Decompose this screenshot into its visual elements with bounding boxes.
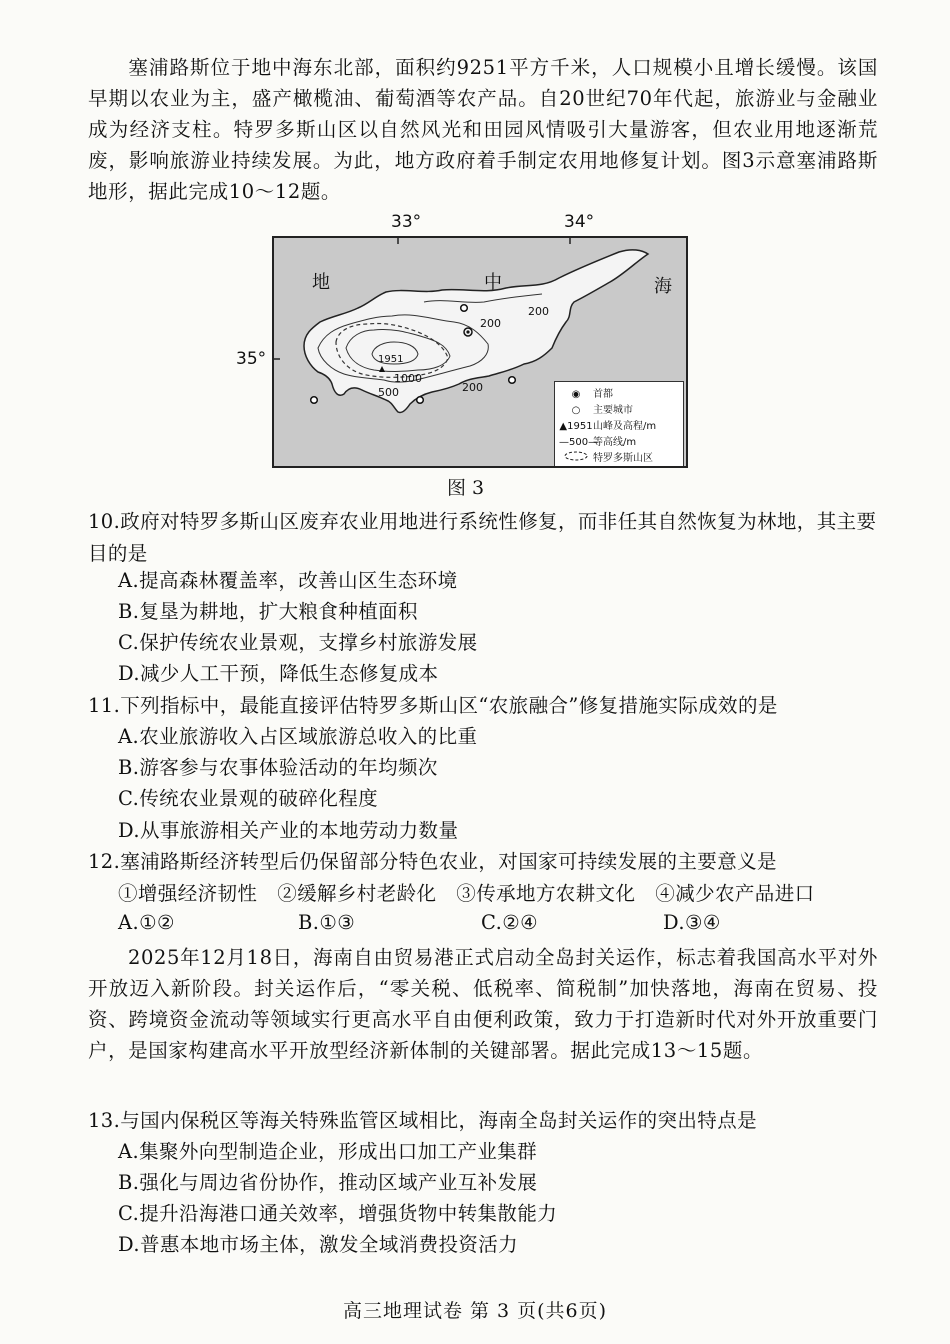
cyprus-terrain-map	[272, 236, 688, 468]
question-10-option-a[interactable]: A.提高森林覆盖率，改善山区生态环境	[118, 569, 458, 592]
contour-label-200b: 200	[528, 305, 549, 318]
contour-label-200a: 200	[480, 317, 501, 330]
sea-label-2: 中	[484, 272, 502, 293]
question-12-option-a[interactable]: A.①②	[118, 911, 175, 934]
sea-label-3: 海	[654, 276, 672, 297]
legend-contour-label: 等高线/m	[593, 437, 637, 448]
peak-legend-icon: ▲1951	[559, 421, 593, 432]
question-10-text: 10.政府对特罗多斯山区废弃农业用地进行系统性修复，而非任其自然恢复为林地，其主要目的是	[88, 510, 877, 565]
peak-elevation-label: 1951	[378, 354, 404, 365]
page-footer: 高三地理试卷 第 3 页(共6页)	[342, 1300, 608, 1322]
map-legend	[554, 381, 684, 468]
question-11-option-a[interactable]: A.农业旅游收入占区域旅游总收入的比重	[118, 725, 478, 748]
capital-legend-icon: ◉	[571, 389, 581, 400]
question-12-items: ①增强经济韧性 ②缓解乡村老龄化 ③传承地方农耕文化 ④减少农产品进口	[118, 882, 815, 905]
intro-text-2: 2025年12月18日，海南自由贸易港正式启动全岛封关运作，标志着我国高水平对外开放迈入新阶段。封关运作后，“零关税、低税率、简税制”加快落地，海南在贸易、投资、跨境资金流动等领域实行更高水平自由便利政策，致力于打造新时代对外开放重要门户，是国家构建高水平开放型经济新体制的关键部署。据此完成13～15题。	[88, 946, 878, 1062]
question-13-option-c[interactable]: C.提升沿海港口通关效率，增强货物中转集散能力	[118, 1202, 558, 1225]
question-10-option-b[interactable]: B.复垦为耕地，扩大粮食种植面积	[118, 600, 418, 623]
question-11-option-b[interactable]: B.游客参与农事体验活动的年均频次	[118, 756, 438, 779]
question-10-option-c[interactable]: C.保护传统农业景观，支撑乡村旅游发展	[118, 631, 478, 654]
longitude-33-label: 33°	[391, 212, 422, 232]
question-13-option-d[interactable]: D.普惠本地市场主体，激发全域消费投资活力	[118, 1233, 519, 1256]
city-marker	[417, 397, 424, 404]
question-13-option-b[interactable]: B.强化与周边省份协作，推动区域产业互补发展	[118, 1171, 538, 1194]
intro-passage-hainan	[88, 942, 878, 1066]
longitude-34-label: 34°	[564, 212, 595, 232]
city-marker	[461, 305, 468, 312]
area-legend-icon	[559, 451, 593, 464]
question-10-stem	[88, 506, 878, 569]
legend-city-label: 主要城市	[593, 405, 633, 416]
contour-label-500: 500	[378, 386, 399, 399]
city-legend-icon: ○	[571, 405, 581, 416]
legend-peak-label: 山峰及高程/m	[593, 421, 657, 432]
contour-legend-icon: —500—	[559, 437, 599, 448]
figure-caption: 图 3	[447, 477, 485, 499]
question-13-stem: 13.与国内保税区等海关特殊监管区域相比，海南全岛封关运作的突出特点是	[88, 1109, 758, 1132]
intro-text-1: 塞浦路斯位于地中海东北部，面积约9251平方千米，人口规模小且增长缓慢。该国早期以农业为主，盛产橄榄油、葡萄酒等农产品。自20世纪70年代起，旅游业与金融业成为经济支柱。特罗多斯山区以自然风光和田园风情吸引大量游客，但农业用地逐渐荒废，影响旅游业持续发展。为此，地方政府着手制定农用地修复计划。图3示意塞浦路斯地形，据此完成10～12题。	[88, 56, 878, 203]
intro-passage-cyprus	[88, 52, 878, 207]
contour-label-200c: 200	[462, 381, 483, 394]
sea-label-1: 地	[312, 272, 330, 293]
contour-label-1000: 1000	[394, 372, 422, 385]
question-13-option-a[interactable]: A.集聚外向型制造企业，形成出口加工产业集群	[118, 1140, 538, 1163]
city-marker	[509, 377, 516, 384]
question-12-option-b[interactable]: B.①③	[298, 911, 356, 934]
city-marker	[311, 397, 318, 404]
question-11-stem: 11.下列指标中，最能直接评估特罗多斯山区“农旅融合”修复措施实际成效的是	[88, 694, 778, 717]
legend-capital-label: 首都	[593, 389, 613, 400]
question-10-option-d[interactable]: D.减少人工干预，降低生态修复成本	[118, 662, 439, 685]
question-11-option-c[interactable]: C.传统农业景观的破碎化程度	[118, 787, 379, 810]
question-12-stem: 12.塞浦路斯经济转型后仍保留部分特色农业，对国家可持续发展的主要意义是	[88, 850, 777, 873]
legend-area-label: 特罗多斯山区	[593, 453, 653, 464]
question-11-option-d[interactable]: D.从事旅游相关产业的本地劳动力数量	[118, 819, 459, 842]
question-12-option-c[interactable]: C.②④	[481, 911, 538, 934]
question-12-option-d[interactable]: D.③④	[663, 911, 721, 934]
latitude-35-label: 35°	[236, 349, 267, 369]
